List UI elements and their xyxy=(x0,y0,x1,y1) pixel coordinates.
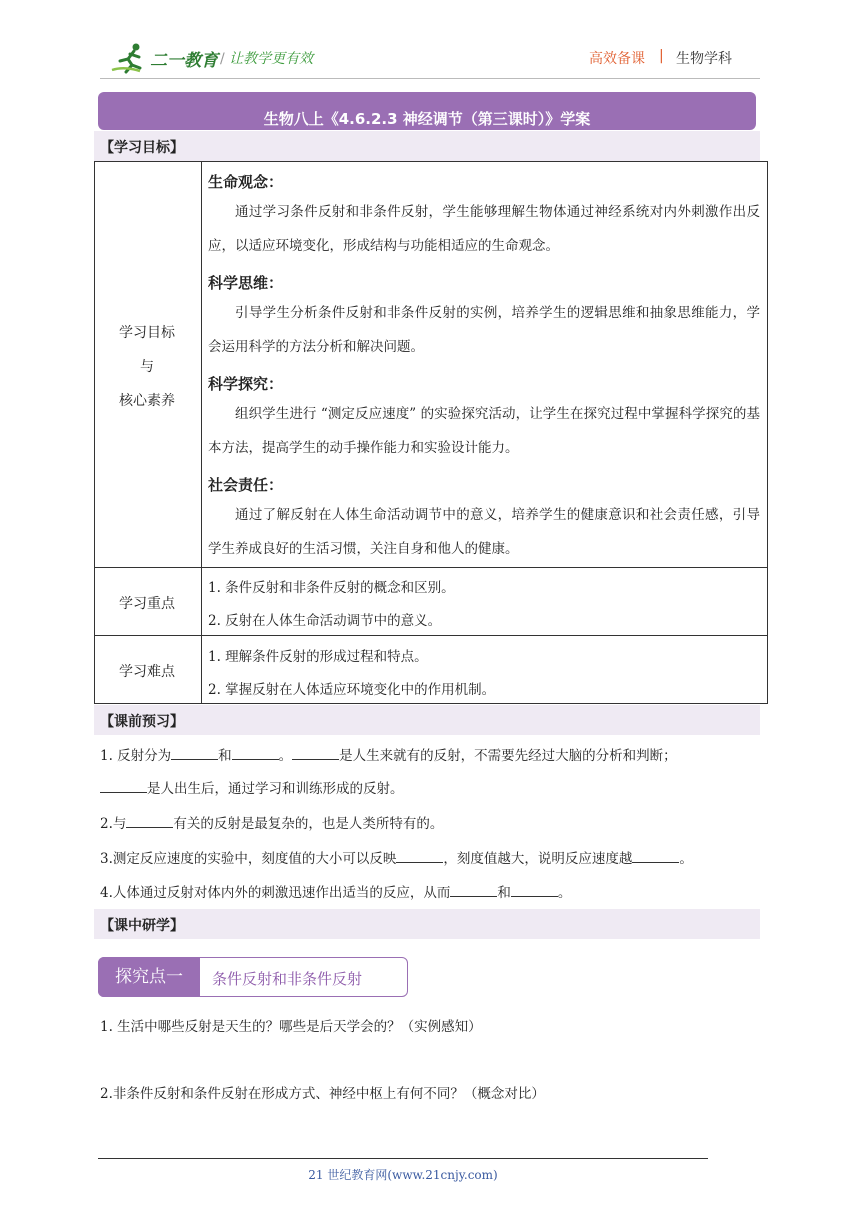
heading-scientific-inquiry: 科学探究： xyxy=(208,375,284,393)
section-bar-preview xyxy=(94,705,760,735)
q1-text-c: 。 xyxy=(278,748,293,764)
q2-text-a: 2.与 xyxy=(100,816,127,832)
q3-text-b: ，刻度值越大，说明反应速度越 xyxy=(443,851,633,867)
answer-blank[interactable] xyxy=(232,747,279,760)
q1-text-d: 是人生来就有的反射，不需要先经过大脑的分析和判断； xyxy=(339,748,677,764)
para-scientific-inquiry: 组织学生进行 “测定反应速度” 的实验探究活动，让学生在探究过程中掌握科学探究的基本方法，提高学生的动手操作能力和实验设计能力。 xyxy=(208,406,760,456)
row-label-key-points: 学习重点 xyxy=(119,596,175,612)
row-label-goals-line3: 核心素养 xyxy=(119,393,175,409)
section-title-preview: 【课前预习】 xyxy=(100,714,184,730)
heading-life-concept: 生命观念： xyxy=(208,173,284,191)
preview-question-1-cont xyxy=(100,779,760,799)
answer-blank[interactable] xyxy=(126,815,173,828)
footer-text[interactable]: 21 世纪教育网(www.21cnjy.com) xyxy=(308,1168,498,1182)
footer-divider xyxy=(98,1158,708,1159)
header-subject: 生物学科 xyxy=(676,51,732,67)
row-label-goals-line2: 与 xyxy=(140,359,154,375)
explore-point-tag: 探究点一 xyxy=(98,957,200,997)
header-separator: | xyxy=(659,48,664,64)
table-row-divider xyxy=(94,635,768,636)
section-title-study: 【课中研学】 xyxy=(100,918,184,934)
explore-question-2: 2.非条件反射和条件反射在形成方式、神经中枢上有何不同？（概念对比） xyxy=(100,1086,545,1102)
q3-text-a: 3.测定反应速度的实验中，刻度值的大小可以反映 xyxy=(100,851,397,867)
para-life-concept: 通过学习条件反射和非条件反射，学生能够理解生物体通过神经系统对内外刺激作出反应，以适应环境变化，形成结构与功能相适应的生命观念。 xyxy=(208,204,760,254)
answer-blank[interactable] xyxy=(450,884,497,897)
header-divider xyxy=(100,78,760,79)
q1-text-a: 1. 反射分为 xyxy=(100,748,172,764)
row-label-goals-line1: 学习目标 xyxy=(119,325,175,341)
key-point-item: 2. 反射在人体生命活动调节中的意义。 xyxy=(208,613,442,629)
page-title: 生物八上《4.6.2.3 神经调节（第三课时）》学案 xyxy=(263,110,591,128)
slogan-text: 让教学更有效 xyxy=(229,51,314,67)
header-efficient-prep: 高效备课 xyxy=(589,51,645,67)
slogan: / 让教学更有效 xyxy=(220,51,314,67)
row-label-difficulties: 学习难点 xyxy=(119,664,175,680)
q4-text-c: 。 xyxy=(557,885,572,901)
q1-text-b: 和 xyxy=(218,748,232,764)
preview-question-1 xyxy=(100,746,760,766)
key-point-item: 1. 条件反射和非条件反射的概念和区别。 xyxy=(208,580,455,596)
logo-text: 二一教育 xyxy=(150,51,218,71)
answer-blank[interactable] xyxy=(511,884,558,897)
answer-blank[interactable] xyxy=(100,780,147,793)
difficulty-item: 1. 理解条件反射的形成过程和特点。 xyxy=(208,649,428,665)
heading-social-responsibility: 社会责任： xyxy=(208,476,284,494)
para-social-responsibility: 通过了解反射在人体生命活动调节中的意义，培养学生的健康意识和社会责任感，引导学生养成良好的生活习惯，关注自身和他人的健康。 xyxy=(208,507,760,557)
section-bar-goals xyxy=(94,131,760,161)
answer-blank[interactable] xyxy=(396,850,443,863)
answer-blank[interactable] xyxy=(292,747,339,760)
q1-text-e: 是人出生后，通过学习和训练形成的反射。 xyxy=(147,781,404,797)
table-column-divider xyxy=(201,161,202,704)
answer-blank[interactable] xyxy=(632,850,679,863)
runner-logo-icon xyxy=(110,42,150,74)
q4-text-b: 和 xyxy=(497,885,511,901)
difficulty-item: 2. 掌握反射在人体适应环境变化中的作用机制。 xyxy=(208,682,496,698)
q2-text-b: 有关的反射是最复杂的，也是人类所特有的。 xyxy=(173,816,444,832)
heading-scientific-thinking: 科学思维： xyxy=(208,274,284,292)
q4-text-a: 4.人体通过反射对体内外的刺激迅速作出适当的反应，从而 xyxy=(100,885,451,901)
preview-question-4 xyxy=(100,883,760,903)
section-bar-study xyxy=(94,909,760,939)
table-row-divider xyxy=(94,567,768,568)
q3-text-c: 。 xyxy=(679,851,693,867)
explore-question-1: 1. 生活中哪些反射是天生的？哪些是后天学会的？（实例感知） xyxy=(100,1019,482,1035)
section-title-goals: 【学习目标】 xyxy=(100,140,184,156)
preview-question-2 xyxy=(100,814,760,834)
para-scientific-thinking: 引导学生分析条件反射和非条件反射的实例，培养学生的逻辑思维和抽象思维能力，学会运用科学的方法分析和解决问题。 xyxy=(208,305,760,355)
answer-blank[interactable] xyxy=(171,747,218,760)
explore-point-title: 条件反射和非条件反射 xyxy=(212,970,363,988)
preview-question-3 xyxy=(100,849,760,869)
